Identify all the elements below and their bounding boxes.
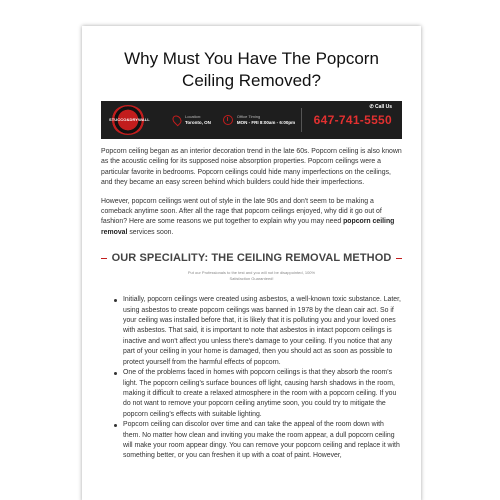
list-item: Popcorn ceiling can discolor over time and can take the appeal of the room down with them. No matter how clean and inviting you make the room appear, a dull popcorn ceiling will make your room appear dingy. You can remove your popcorn ceiling and replace it with something better, or you can freshen it up with a coat of paint. However, <box>114 420 402 462</box>
speciality-subtext-line-1: Put our Professionals to the test and you will not be disappointed, 100% <box>187 270 316 276</box>
heading-rule-left <box>101 258 107 260</box>
heading-rule-right <box>396 258 402 260</box>
location-label: Location: <box>185 114 202 119</box>
page-title: Why Must You Have The Popcorn Ceiling Removed? <box>124 49 379 90</box>
location-info <box>173 114 211 126</box>
intro-paragraph-2-end: services soon. <box>127 228 174 236</box>
hours-label: Office Timing <box>236 114 261 119</box>
intro-paragraph-2-start: However, popcorn ceilings went out of style in the late 90s and don't seem to be making a comeback anytime soon. After all the rage that popcorn ceilings enjoyed, why did it go out of fashion? Here are some reasons we put together to explain why you may need <box>101 197 382 226</box>
phone-number[interactable]: 647-741-5550 <box>313 113 392 127</box>
intro-paragraph-1: Popcorn ceiling began as an interior decoration trend in the late 60s. Popcorn ceiling is also known as the acoustic ceiling for its supposed noise absorption properties. Popcorn ceilings were a particular favorite in bedrooms. Popcorn ceilings could hide many imperfections on the ceilings, and they became an easy screen behind which builders could hide their imperfections. <box>101 148 402 187</box>
company-banner <box>101 101 402 139</box>
list-item: One of the problems faced in homes with popcorn ceilings is that they absorb the room's light. The popcorn ceiling's surface bounces off light, causing harsh shadows in the room, making it difficult to create a relaxed atmosphere in the room with a popcorn ceiling. If you do not want to remove your popcorn ceiling anytime soon, you could try to mitigate the popcorn ceiling's effects with suitable lighting. <box>114 368 402 420</box>
hours-value: MON - FRI 8:00am - 6:00pm <box>236 120 296 125</box>
call-us-text: Call Us <box>375 104 392 110</box>
location-value: Toronto, ON <box>185 120 211 125</box>
logo-text: STUCCO&DRYWALL <box>109 117 150 122</box>
banner-divider <box>301 108 302 132</box>
speciality-heading: OUR SPECIALITY: THE CEILING REMOVAL METHOD <box>111 252 392 265</box>
speciality-subtext <box>84 270 419 281</box>
location-pin-icon <box>171 114 184 127</box>
call-us-block <box>314 104 392 127</box>
popcorn-removal-link[interactable]: popcorn ceiling removal <box>101 218 395 236</box>
intro-paragraph-2 <box>101 197 402 239</box>
call-us-label: ✆ Call Us <box>369 104 392 110</box>
list-item: Initially, popcorn ceilings were created using asbestos, a well-known toxic substance. Later, using asbestos to create popcorn ceilings was banned in 1978 by the clean cair act. So if your ceiling was installed before that, it is likely that it is polluting you and your loved ones with asbestos. That said, it is important to note that asbestos in intact popcorn ceilings is inactive and won't affect you unless there's damage to your ceiling. If you notice that any part of your ceiling in your home is damaged, then you should act as soon as possible to protect yourself from the harmful effects of popcorn. <box>114 295 402 368</box>
speciality-subtext-line-2: Satisfaction Guaranteed! <box>229 275 274 281</box>
document-page <box>84 28 419 500</box>
company-logo <box>109 105 150 135</box>
hours-info <box>223 108 302 132</box>
clock-icon <box>223 115 233 125</box>
reasons-list <box>114 295 402 462</box>
speciality-heading-row <box>101 252 402 264</box>
